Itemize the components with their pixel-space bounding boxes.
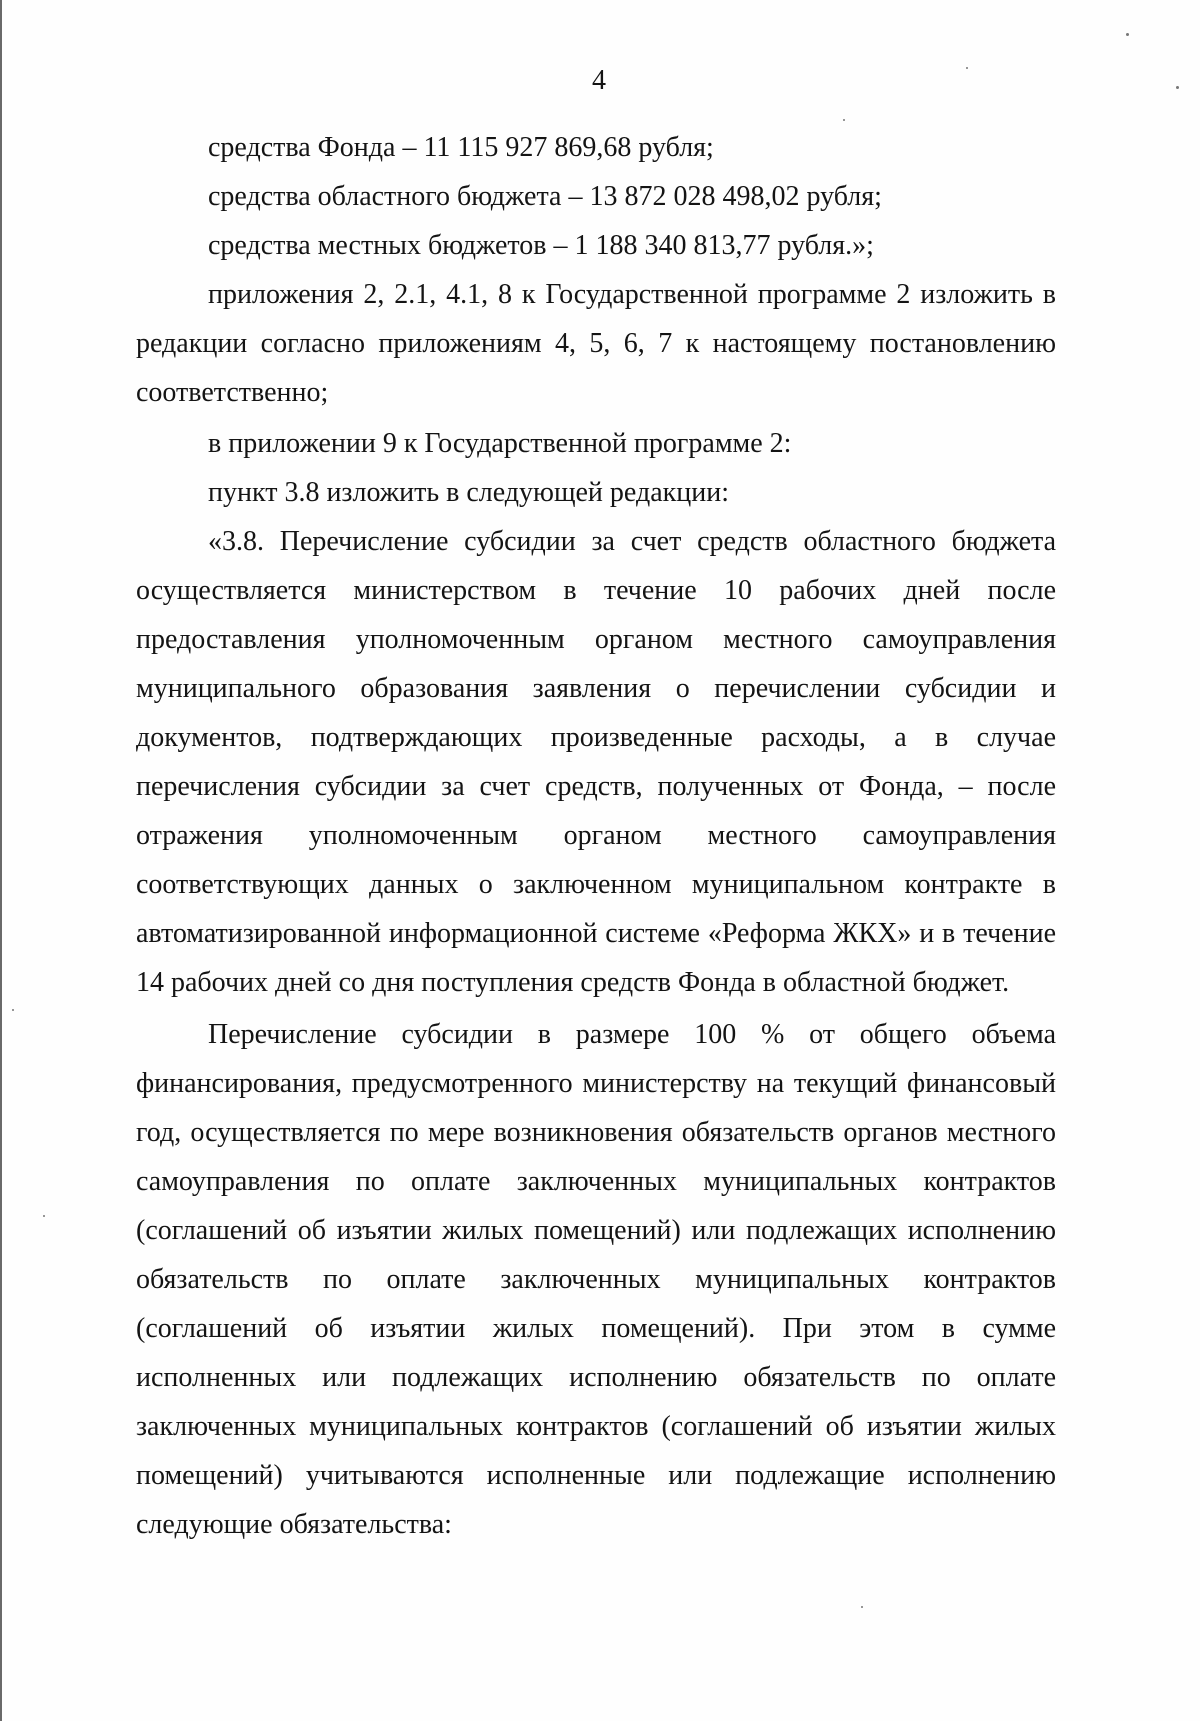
scan-edge [0,0,2,1721]
scan-speck [861,1606,863,1608]
paragraph-appendix-9: в приложении 9 к Государственной программе 2: [208,428,792,459]
paragraph-fund-funds: средства Фонда – 11 115 927 869,68 рубля; [208,132,714,163]
scan-speck [966,67,968,69]
scan-speck [843,119,845,121]
paragraph-local-budgets: средства местных бюджетов – 1 188 340 813,77 рубля.»; [208,230,874,261]
scan-speck [1126,33,1129,36]
paragraph-full-subsidy: Перечисление субсидии в размере 100 % от общего объема финансирования, предусмотренного министерству на текущий финансовый год, осуществляется по мере возникновения обязательств органов местного самоуправления по оплате заключенных муниципальных контрактов (соглашений об изъятии жилых помещений) или подлежащих исполнению обязательств по оплате заключенных муниципальных контрактов (соглашений об изъятии жилых помещений). При этом в сумме исполненных или подлежащих исполнению обязательств по оплате заключенных муниципальных контрактов (соглашений об изъятии жилых помещений) учитываются исполненные или подлежащие исполнению следующие обязательства: [136,1019,1056,1540]
document-body [136,123,1056,1549]
scan-speck [1176,86,1179,89]
paragraph-subsidy-transfer: «3.8. Перечисление субсидии за счет средств областного бюджета осуществляется министерством в течение 10 рабочих дней после предоставления уполномоченным органом местного самоуправления муниципального образования заявления о перечислении субсидии и документов, подтверждающих произведенные расходы, а в случае перечисления субсидии за счет средств, полученных от Фонда, – после отражения уполномоченным органом местного самоуправления соответствующих данных о заключенном муниципальном контракте в автоматизированной информационной системе «Реформа ЖКХ» и в течение 14 рабочих дней со дня поступления средств Фонда в областной бюджет. [136,526,1056,998]
scan-speck [43,1215,45,1217]
paragraph-clause-3-8: пункт 3.8 изложить в следующей редакции: [208,477,729,508]
paragraph-appendices: приложения 2, 2.1, 4.1, 8 к Государственной программе 2 изложить в редакции согласно приложениям 4, 5, 6, 7 к настоящему постановлению соответственно; [136,279,1056,408]
page-number: 4 [592,65,606,96]
scan-speck [12,1009,14,1011]
paragraph-regional-budget: средства областного бюджета – 13 872 028 498,02 рубля; [208,181,882,212]
